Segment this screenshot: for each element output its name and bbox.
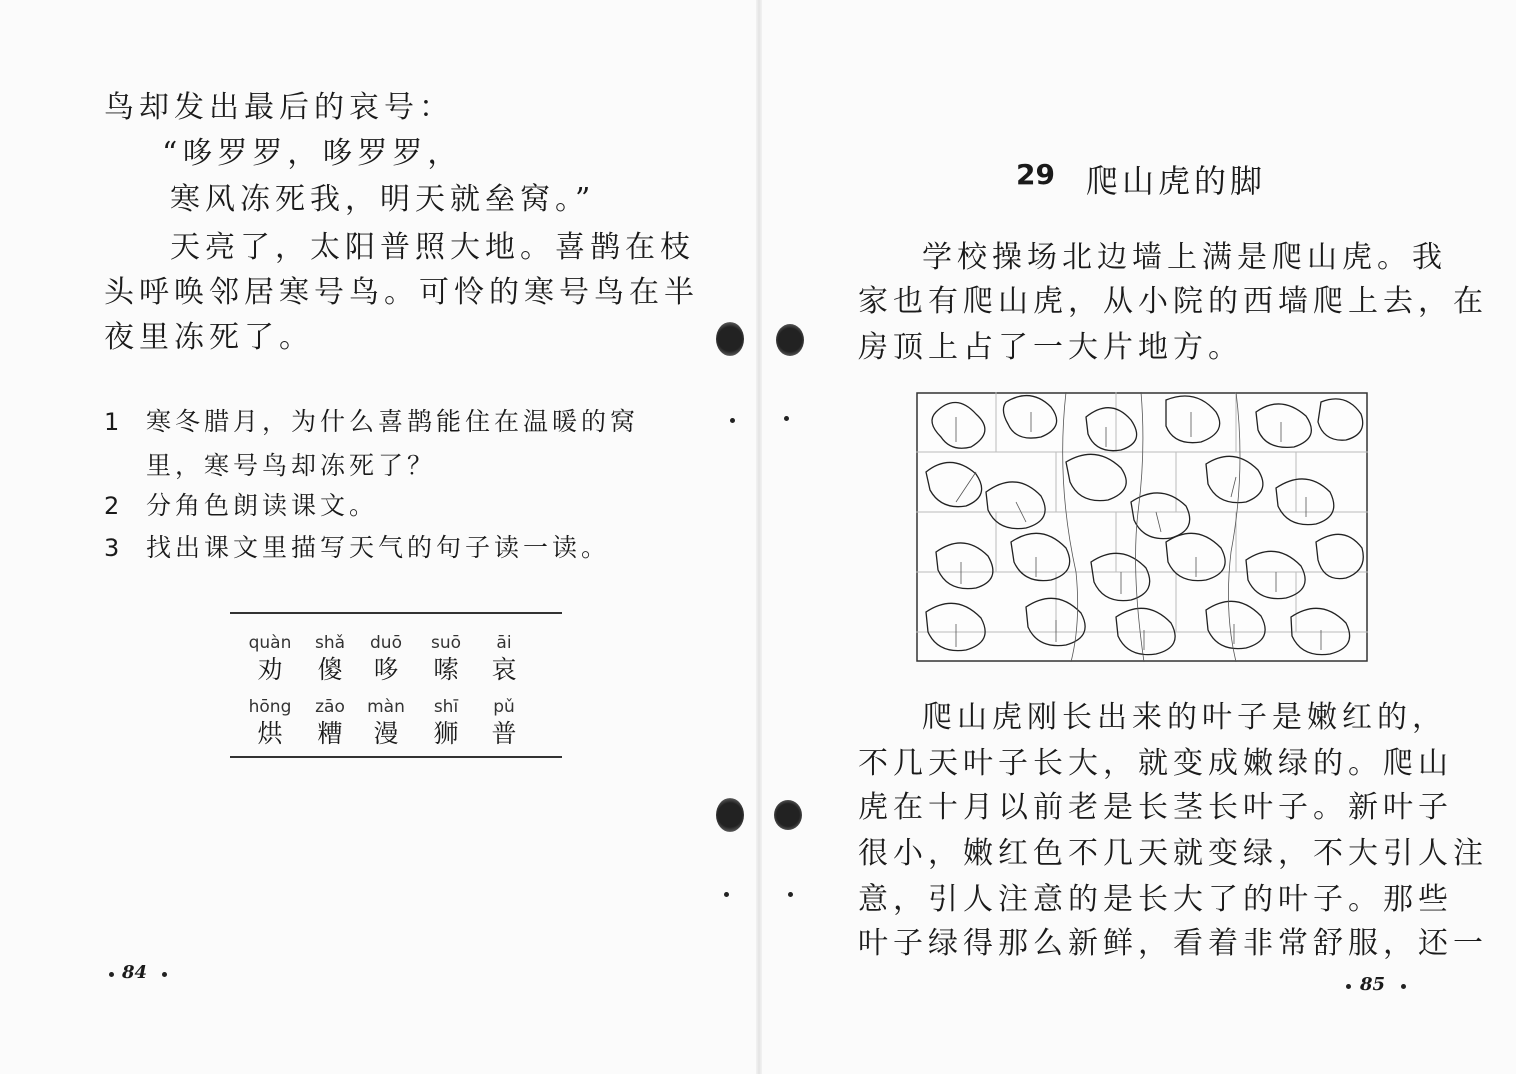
vocab-item: pǔ 普: [491, 697, 517, 748]
text-line: 不几天叶子长大，就变成嫩绿的。爬山: [858, 746, 1453, 781]
page-number: 84: [122, 962, 148, 983]
binding-hole: [716, 798, 744, 832]
binding-hole: [716, 322, 744, 356]
folio-dot: [1401, 984, 1406, 989]
vocab-top-rule: [230, 612, 562, 614]
text-line: 意，引人注意的是长大了的叶子。那些: [858, 882, 1453, 917]
vocab-item: shǎ 傻: [314, 633, 346, 684]
left-page: [0, 0, 756, 1074]
page-number: 85: [1360, 974, 1386, 995]
question-number: 1: [104, 408, 120, 436]
vocab-item: āi 哀: [491, 633, 517, 684]
question-number: 3: [104, 534, 120, 562]
vocab-bottom-rule: [230, 756, 562, 758]
text-line: 寒风冻死我，明天就垒窝。”: [170, 182, 596, 217]
text-line: 家也有爬山虎，从小院的西墙爬上去，在: [858, 284, 1488, 319]
vocab-item: suō 嗦: [430, 633, 462, 684]
lesson-number: 29: [1016, 158, 1055, 191]
question-text: 寒冬腊月，为什么喜鹊能住在温暖的窝: [146, 407, 640, 436]
question-text: 里，寒号鸟却冻死了？: [146, 451, 437, 480]
vocab-item: quàn 劝: [248, 633, 292, 684]
text-line: 鸟却发出最后的哀号：: [104, 90, 454, 125]
folio-dot: [162, 972, 167, 977]
text-line: 头呼唤邻居寒号鸟。可怜的寒号鸟在半: [104, 275, 699, 310]
question-number: 2: [104, 492, 120, 520]
text-line: 夜里冻死了。: [104, 320, 314, 355]
vocab-item: shī 狮: [433, 697, 459, 748]
text-line: 爬山虎刚长出来的叶子是嫩红的，: [922, 700, 1447, 735]
text-line: 学校操场北边墙上满是爬山虎。我: [922, 240, 1447, 275]
text-line: 虎在十月以前老是长茎长叶子。新叶子: [858, 790, 1453, 825]
binding-hole: [774, 800, 802, 830]
text-line: 叶子绿得那么新鲜，看着非常舒服，还一: [858, 926, 1488, 961]
vocab-item: duō 哆: [370, 633, 402, 684]
question-text: 分角色朗读课文。: [146, 491, 379, 520]
text-line: “哆罗罗，哆罗罗，: [162, 136, 463, 171]
binding-mark: [730, 418, 735, 423]
lesson-title: 爬山虎的脚: [1086, 162, 1267, 200]
vocab-item: hōng 烘: [248, 697, 292, 748]
vocab-item: zāo 糟: [315, 697, 345, 748]
text-line: 天亮了，太阳普照大地。喜鹊在枝: [170, 230, 695, 265]
text-line: 房顶上占了一大片地方。: [858, 330, 1243, 365]
vocab-item: màn 漫: [367, 697, 405, 748]
binding-hole: [776, 324, 804, 356]
binding-mark: [788, 892, 793, 897]
text-line: 很小，嫩红色不几天就变绿，不大引人注: [858, 836, 1488, 871]
folio-dot: [1346, 984, 1351, 989]
folio-dot: [109, 972, 114, 977]
binding-mark: [724, 892, 729, 897]
binding-mark: [784, 416, 789, 421]
question-text: 找出课文里描写天气的句子读一读。: [146, 533, 611, 562]
ivy-wall-illustration: [916, 392, 1368, 662]
